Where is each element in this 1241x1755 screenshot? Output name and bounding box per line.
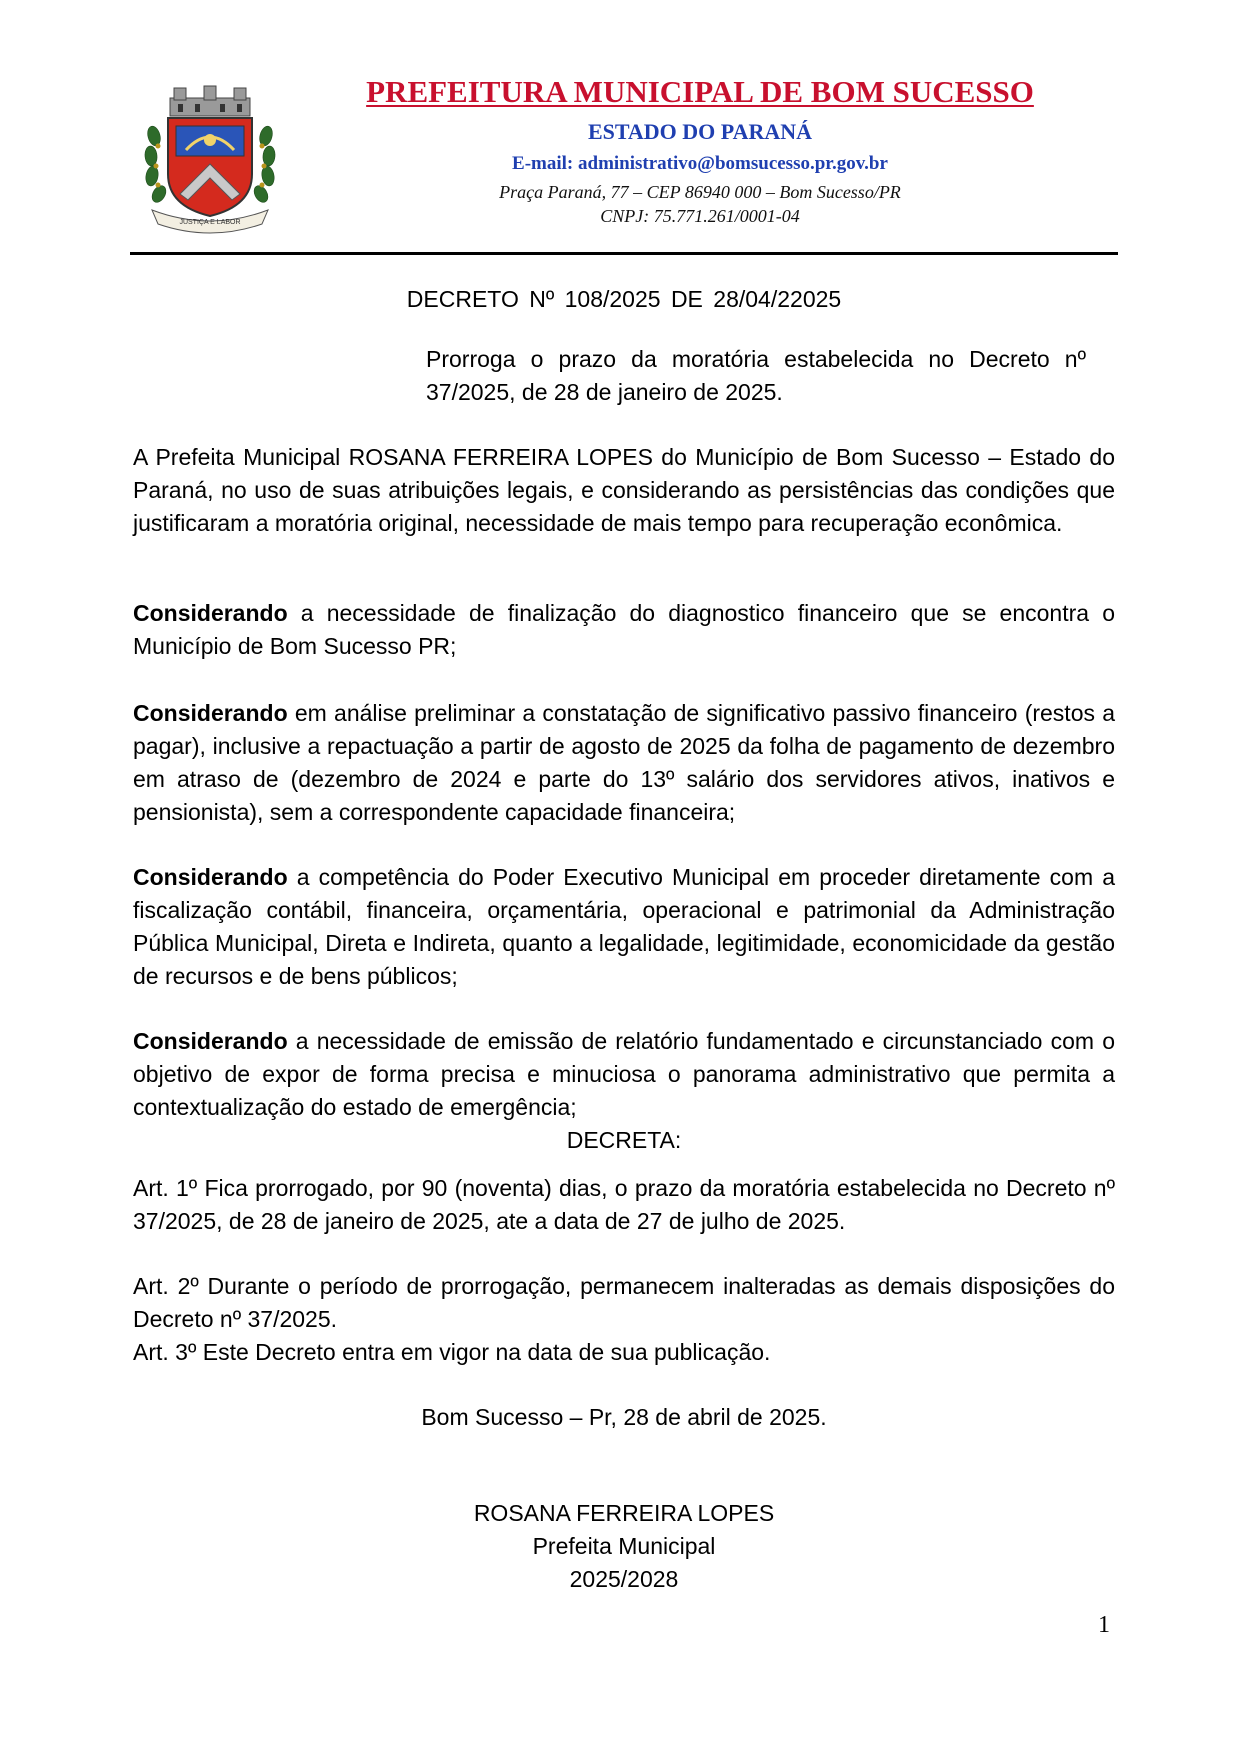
article-1: Art. 1º Fica prorrogado, por 90 (noventa) dias, o prazo da moratória estabelecida no Decreto nº 37/2025, de 28 de janeiro de 2025, ate a data de 27 de julho de 2025. bbox=[133, 1175, 1115, 1234]
state-name: ESTADO DO PARANÁ bbox=[587, 119, 813, 144]
contact-email[interactable]: E-mail: administrativo@bomsucesso.pr.gov.br bbox=[512, 153, 888, 174]
decree-title: DECRETO Nº 108/2025 DE 28/04/22025 bbox=[406, 286, 842, 312]
considerando-lead: Considerando bbox=[133, 600, 288, 626]
article-3: Art. 3º Este Decreto entra em vigor na data de sua publicação. bbox=[133, 1339, 771, 1365]
considerando-1 bbox=[133, 597, 1115, 663]
signatory-name: ROSANA FERREIRA LOPES bbox=[473, 1500, 775, 1526]
page-number: 1 bbox=[1098, 1612, 1110, 1638]
considerando-text: a necessidade de finalização do diagnostico financeiro que se encontra o Município de Bom Sucesso PR; bbox=[133, 600, 1115, 659]
municipality-address: Praça Paraná, 77 – CEP 86940 000 – Bom Sucesso/PR bbox=[499, 182, 901, 202]
decree-preamble: A Prefeita Municipal ROSANA FERREIRA LOPES do Município de Bom Sucesso – Estado do Paraná, no uso de suas atribuições legais, e considerando as persistências das condições que justificaram a moratória original, necessidade de mais tempo para recuperação econômica. bbox=[133, 444, 1115, 536]
considerando-lead: Considerando bbox=[133, 1028, 288, 1054]
considerando-3 bbox=[133, 861, 1115, 993]
place-and-date: Bom Sucesso – Pr, 28 de abril de 2025. bbox=[421, 1404, 827, 1430]
municipal-crest-logo bbox=[140, 84, 280, 234]
svg-text:JUSTIÇA E LABOR: JUSTIÇA E LABOR bbox=[179, 219, 241, 226]
municipality-cnpj: CNPJ: 75.771.261/0001-04 bbox=[600, 206, 800, 226]
considerando-text: em análise preliminar a constatação de significativo passivo financeiro (restos a pagar), inclusive a repactuação a partir de agosto de 2025 da folha de pagamento de dezembro em atraso de (dezembro de 2024 e parte do 13º salário dos servidores ativos, inativos e pensionista), sem a correspondente capacidade financeira; bbox=[133, 700, 1115, 825]
header-divider bbox=[130, 252, 1118, 255]
article-2: Art. 2º Durante o período de prorrogação, permanecem inalteradas as demais disposições do Decreto nº 37/2025. bbox=[133, 1273, 1115, 1332]
municipality-title: PREFEITURA MUNICIPAL DE BOM SUCESSO bbox=[366, 74, 1034, 109]
considerando-text: a competência do Poder Executivo Municipal em proceder diretamente com a fiscalização contábil, financeira, orçamentária, operacional e patrimonial da Administração Pública Municipal, Direta e Indireta, quanto a legalidade, legitimidade, economicidade da gestão de recursos e de bens públicos; bbox=[133, 864, 1115, 989]
signatory-term: 2025/2028 bbox=[569, 1566, 679, 1592]
decreta-label: DECRETA: bbox=[566, 1127, 682, 1153]
considerando-lead: Considerando bbox=[133, 864, 288, 890]
considerando-text: a necessidade de emissão de relatório fundamentado e circunstanciado com o objetivo de expor de forma precisa e minuciosa o panorama administrativo que permita a contextualização do estado de emergência; bbox=[133, 1028, 1115, 1120]
decree-ementa: Prorroga o prazo da moratória estabelecida no Decreto nº 37/2025, de 28 de janeiro de 2025. bbox=[426, 346, 1086, 405]
considerando-4 bbox=[133, 1025, 1115, 1124]
signatory-role: Prefeita Municipal bbox=[532, 1533, 716, 1559]
considerando-lead: Considerando bbox=[133, 700, 288, 726]
considerando-2 bbox=[133, 697, 1115, 829]
